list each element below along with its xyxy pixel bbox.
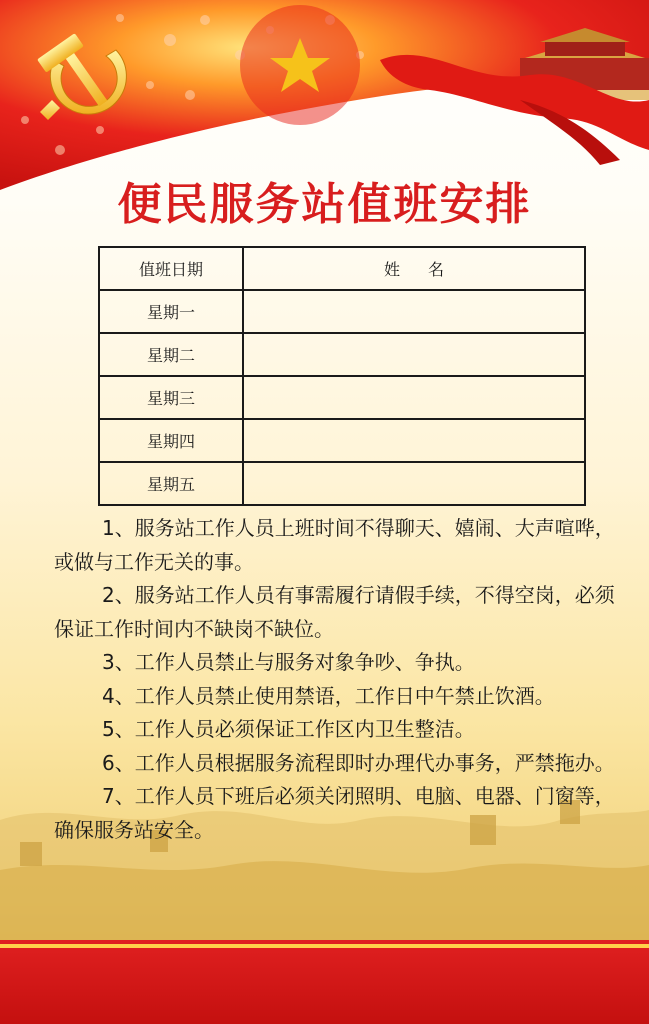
name-cell [243, 376, 585, 419]
rule-item: 5、工作人员必须保证工作区内卫生整洁。 [102, 717, 475, 741]
day-cell: 星期五 [99, 462, 243, 505]
rules-list [54, 512, 634, 847]
header-date: 值班日期 [99, 247, 243, 290]
name-cell [243, 333, 585, 376]
page-title: 便民服务站值班安排 [117, 179, 532, 230]
rule-item: 4、工作人员禁止使用禁语，工作日中午禁止饮酒。 [102, 683, 555, 708]
table-row [99, 462, 585, 505]
day-cell: 星期三 [99, 376, 243, 419]
day-cell: 星期一 [99, 290, 243, 333]
rule-item: 6、工作人员根据服务流程即时办理代办事务，严禁拖办。 [102, 750, 615, 775]
rule-item: 3、工作人员禁止与服务对象争吵、争执。 [102, 650, 475, 674]
table-row [99, 290, 585, 333]
day-cell: 星期四 [99, 419, 243, 462]
rule-item: 7、工作人员下班后必须关闭照明、电脑、电器、门窗等，确保服务站安全。 [54, 784, 615, 842]
header-name: 姓名 [243, 247, 585, 290]
table-row [99, 333, 585, 376]
table-row [99, 376, 585, 419]
day-cell: 星期二 [99, 333, 243, 376]
rule-item: 2、服务站工作人员有事需履行请假手续，不得空岗，必须保证工作时间内不缺岗不缺位。 [54, 583, 615, 641]
name-cell [243, 462, 585, 505]
footer-gold-line [0, 944, 649, 948]
rule-item: 1、服务站工作人员上班时间不得聊天、嬉闹、大声喧哗，或做与工作无关的事。 [54, 516, 615, 574]
name-cell [243, 419, 585, 462]
name-cell [243, 290, 585, 333]
table-header-row [99, 247, 585, 290]
table-row [99, 419, 585, 462]
duty-schedule-table [98, 246, 586, 506]
footer-band [0, 940, 649, 1024]
